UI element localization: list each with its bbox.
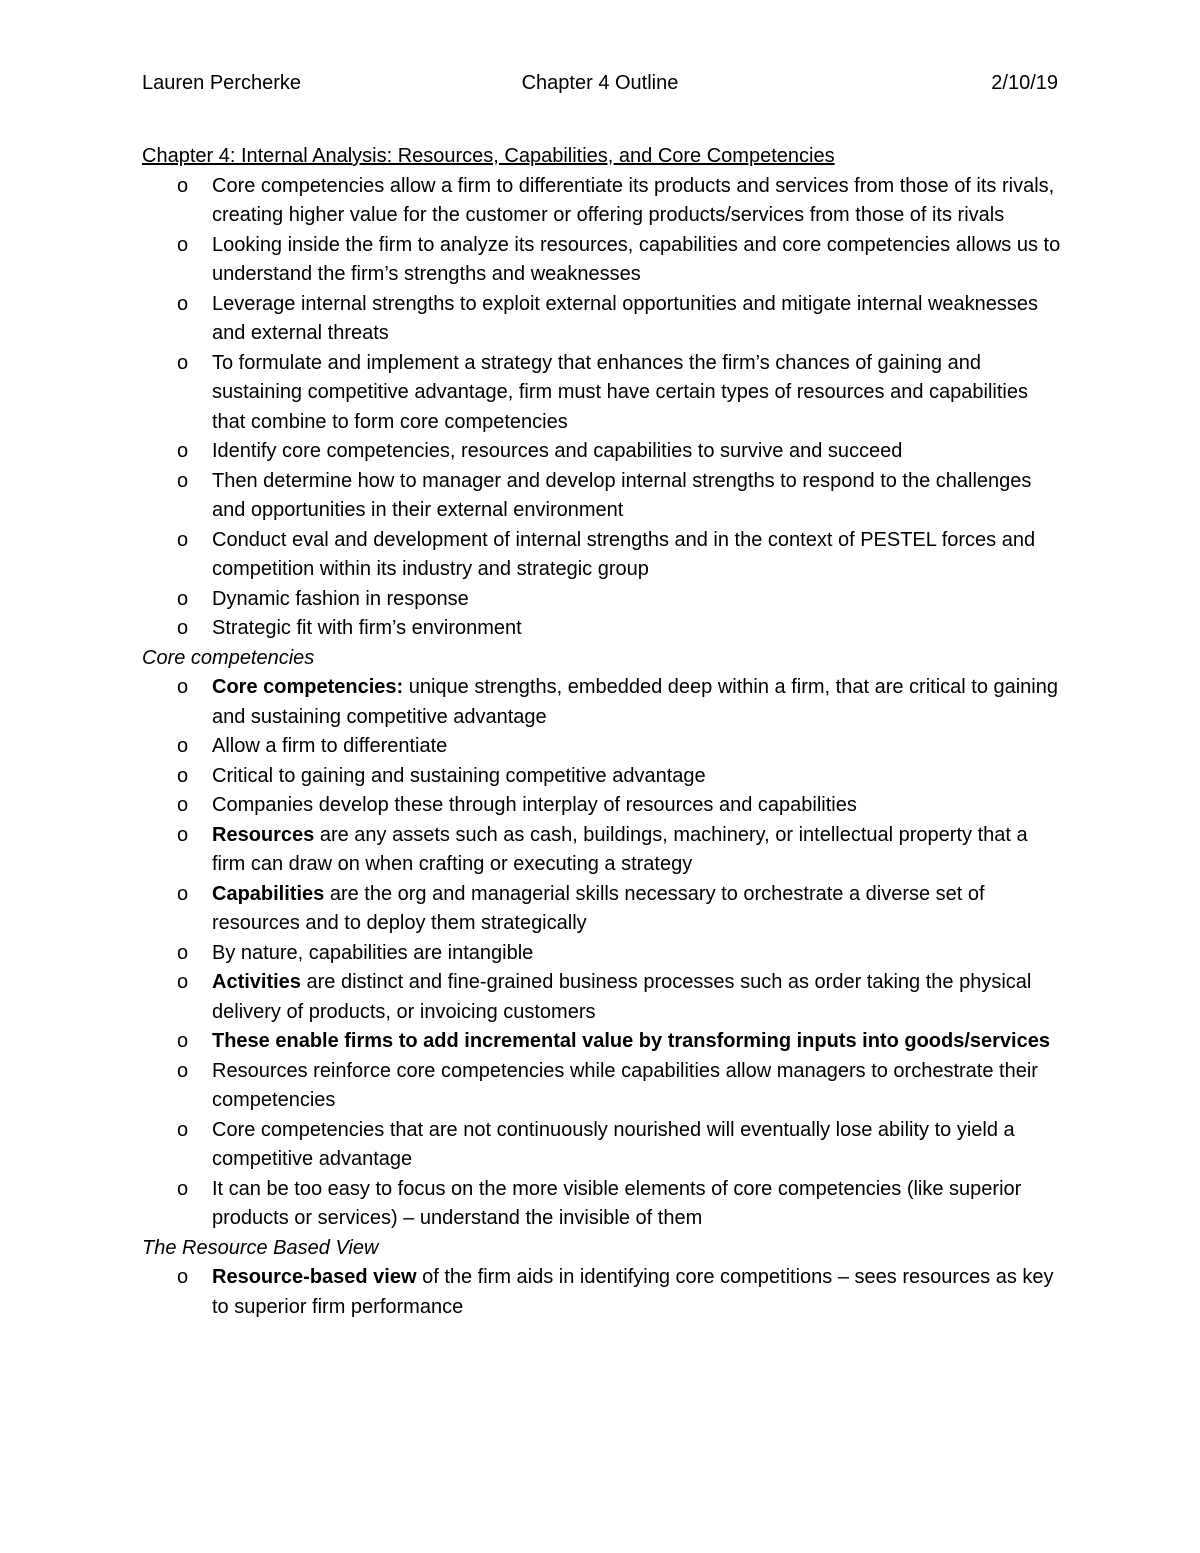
bullet-list-core-competencies: [142, 673, 1062, 1234]
document-title: Chapter 4 Outline: [521, 72, 679, 94]
bold-term: These enable firms to add incremental value by transforming inputs into goods/services: [212, 1030, 1050, 1052]
list-item-text: Leverage internal strengths to exploit external opportunities and mitigate internal weaknesses and external threats: [212, 292, 1039, 344]
list-item: [142, 939, 1062, 969]
list-item: [142, 614, 1062, 644]
bold-term: Resources: [212, 823, 315, 846]
bullet-circle-icon: o: [177, 764, 189, 787]
list-item: [142, 1116, 1062, 1175]
bullet-circle-icon: o: [177, 1059, 189, 1082]
list-item: [142, 585, 1062, 615]
list-item: [142, 880, 1062, 939]
list-item-text: To formulate and implement a strategy that enhances the firm’s chances of gaining and sustaining competitive advantage, firm must have certain types of resources and capabilities that combine to form core competencies: [212, 351, 1028, 433]
bullet-circle-icon: o: [177, 676, 189, 698]
list-item-text: By nature, capabilities are intangible: [212, 941, 534, 964]
list-item: [142, 821, 1062, 880]
list-item-text: Strategic fit with firm’s environment: [212, 617, 522, 639]
list-item: [142, 732, 1062, 762]
bullet-circle-icon: o: [177, 1118, 189, 1141]
list-item-text: Resources reinforce core competencies while capabilities allow managers to orchestrate their competencies: [212, 1059, 1038, 1111]
page-header: [142, 72, 1058, 102]
list-item: [142, 437, 1062, 467]
list-item: [142, 968, 1062, 1027]
bullet-circle-icon: o: [177, 794, 189, 816]
list-item-text: Conduct eval and development of internal strengths and in the context of PESTEL forces and competition within its industry and strategic group: [212, 528, 1036, 580]
list-item-text: Core competencies that are not continuously nourished will eventually lose ability to yield a competitive advantage: [212, 1118, 1015, 1170]
list-item: [142, 1057, 1062, 1116]
bullet-circle-icon: o: [177, 528, 189, 551]
bullet-circle-icon: o: [177, 1030, 189, 1052]
bullet-circle-icon: o: [177, 174, 189, 197]
list-item: [142, 526, 1062, 585]
list-item: [142, 172, 1062, 231]
bullet-circle-icon: o: [177, 292, 189, 315]
document-body: [142, 142, 1062, 1322]
list-item: [142, 467, 1062, 526]
bullet-circle-icon: o: [177, 587, 189, 610]
list-item: [142, 1175, 1062, 1234]
list-item: [142, 231, 1062, 290]
bullet-circle-icon: o: [177, 1266, 189, 1288]
bold-term: Activities: [212, 971, 301, 993]
list-item-text: It can be too easy to focus on the more visible elements of core competencies (like superior products or services) – understand the invisible of them: [212, 1177, 1022, 1229]
bullet-circle-icon: o: [177, 823, 189, 846]
list-item-text: of the firm aids in identifying core competitions – sees resources as key to superior firm performance: [212, 1266, 1054, 1318]
bullet-list-intro: [142, 172, 1062, 644]
list-item: [142, 1263, 1062, 1322]
list-item-text: are the org and managerial skills necessary to orchestrate a diverse set of resources and to deploy them strategically: [212, 882, 985, 934]
bullet-circle-icon: o: [177, 735, 189, 757]
list-item-text: are any assets such as cash, buildings, machinery, or intellectual property that a firm can draw on when crafting or executing a strategy: [212, 823, 1028, 875]
list-item-text: Looking inside the firm to analyze its resources, capabilities and core competencies allows us to understand the firm’s strengths and weaknesses: [212, 233, 1061, 285]
list-item: [142, 349, 1062, 438]
list-item-text: Companies develop these through interplay of resources and capabilities: [212, 794, 857, 816]
bold-term: Resource-based view: [212, 1266, 417, 1288]
list-item-text: Allow a firm to differentiate: [212, 735, 448, 757]
subheading-resource-based-view: The Resource Based View: [142, 1236, 379, 1259]
list-item-text: unique strengths, embedded deep within a firm, that are critical to gaining and sustaining competitive advantage: [212, 676, 1058, 728]
author-name: Lauren Percherke: [142, 72, 301, 94]
list-item-text: Dynamic fashion in response: [212, 587, 469, 610]
bullet-circle-icon: o: [177, 971, 189, 993]
list-item: [142, 791, 1062, 821]
bullet-circle-icon: o: [177, 617, 189, 639]
bullet-circle-icon: o: [177, 440, 189, 462]
list-item: [142, 762, 1062, 792]
list-item-text: Then determine how to manager and develop internal strengths to respond to the challenges and opportunities in their external environment: [212, 469, 1032, 521]
bullet-list-resource-based-view: [142, 1263, 1062, 1322]
bold-term: Core competencies:: [212, 676, 404, 698]
bullet-circle-icon: o: [177, 351, 189, 374]
bullet-circle-icon: o: [177, 469, 189, 492]
list-item: [142, 290, 1062, 349]
list-item: [142, 1027, 1062, 1057]
bullet-circle-icon: o: [177, 882, 189, 905]
list-item-text: Critical to gaining and sustaining competitive advantage: [212, 764, 706, 787]
subheading-core-competencies: Core competencies: [142, 646, 315, 669]
list-item-text: are distinct and fine-grained business processes such as order taking the physical delivery of products, or invoicing customers: [212, 971, 1032, 1023]
bold-term: Capabilities: [212, 882, 325, 905]
bullet-circle-icon: o: [177, 1177, 189, 1200]
list-item-text: Identify core competencies, resources and capabilities to survive and succeed: [212, 440, 903, 462]
bullet-circle-icon: o: [177, 233, 189, 256]
chapter-heading: Chapter 4: Internal Analysis: Resources, Capabilities, and Core Competencies: [142, 145, 835, 167]
document-date: 2/10/19: [991, 72, 1058, 94]
bullet-circle-icon: o: [177, 941, 189, 964]
list-item-text: Core competencies allow a firm to differentiate its products and services from those of its rivals, creating higher value for the customer or offering products/services from those of its rivals: [212, 174, 1055, 226]
list-item: [142, 673, 1062, 732]
